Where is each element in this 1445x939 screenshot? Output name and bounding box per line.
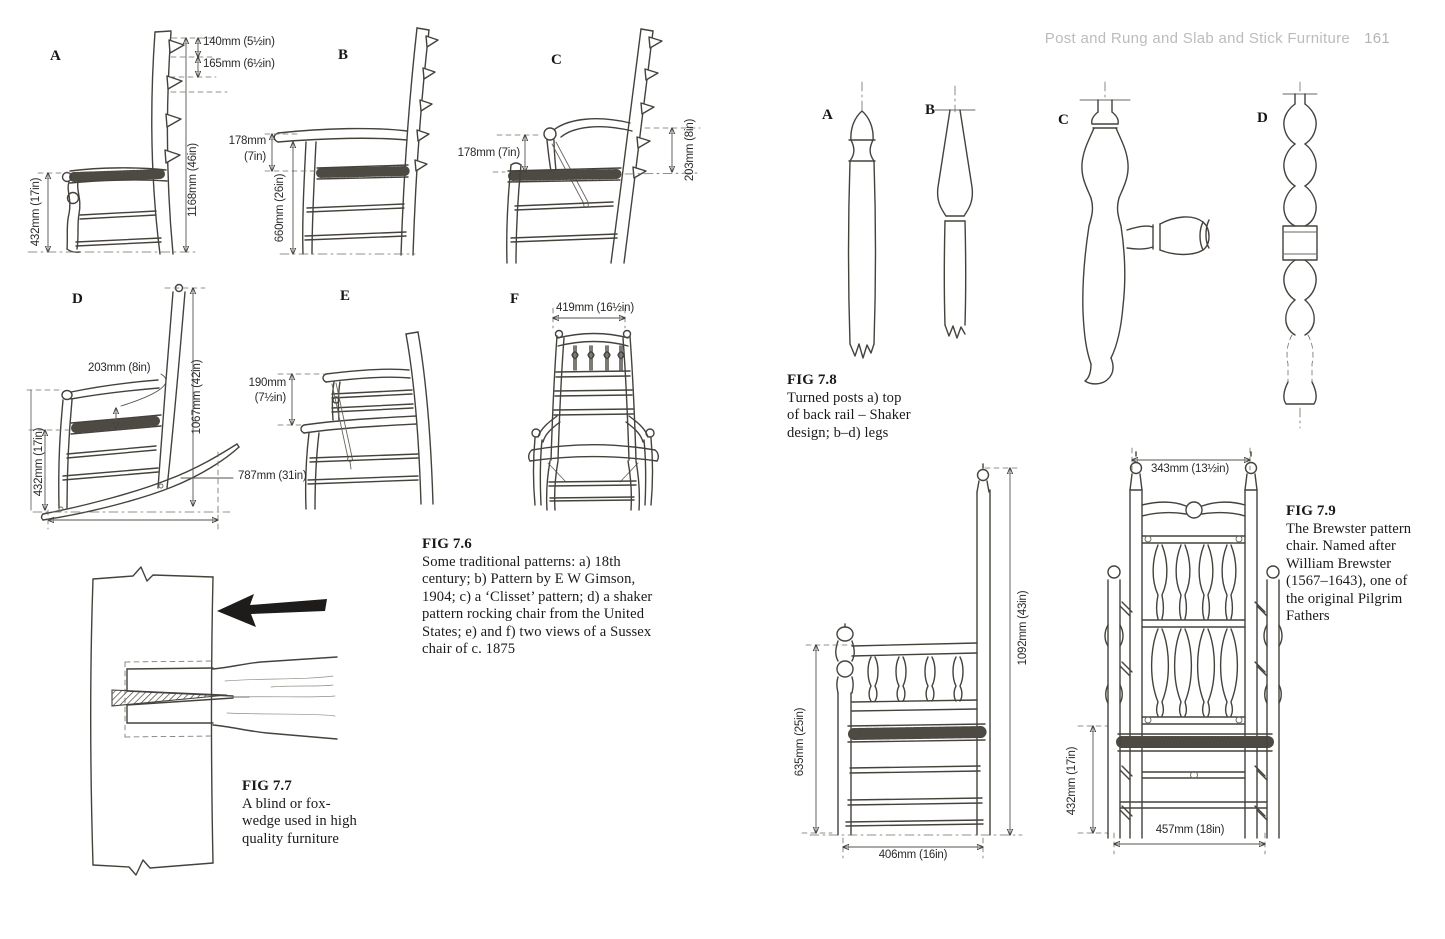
chair-a-outline — [63, 31, 185, 254]
arm-post-turnings — [1105, 602, 1282, 820]
fig76-label-c: C — [551, 52, 562, 68]
caption-line: quality furniture — [242, 830, 339, 847]
force-arrow — [217, 594, 327, 627]
fig76-caption-title: FIG 7.6 — [422, 536, 472, 552]
dim-a-height: 1168mm (46in) — [187, 143, 199, 217]
dim-brewster-depth: 406mm (16in) — [878, 849, 948, 861]
chair-e-drawing — [278, 328, 446, 516]
caption-line: Fathers — [1286, 608, 1330, 624]
post-a — [849, 82, 876, 358]
caption-line: Some traditional patterns: a) 18th — [422, 553, 621, 570]
dim-brewster-rail: 635mm (25in) — [794, 707, 806, 777]
caption-line: (1567–1643), one of — [1286, 573, 1408, 589]
caption-line: William Brewster — [1286, 555, 1392, 572]
fig76-label-b: B — [338, 47, 349, 63]
joint-board — [91, 567, 213, 875]
dim-c-arm: 178mm (7in) — [457, 147, 520, 159]
upper-spindles — [1153, 545, 1236, 619]
lower-spindles — [1152, 629, 1238, 716]
fig78-caption-title: FIG 7.8 — [787, 372, 837, 388]
fig77-caption-title: FIG 7.7 — [242, 778, 292, 794]
joint-tenon — [112, 668, 249, 723]
caption-line: Turned posts a) top — [787, 389, 902, 406]
fig79-caption-title: FIG 7.9 — [1286, 503, 1336, 519]
fig76-caption — [422, 536, 707, 659]
svg-defs — [0, 0, 2, 2]
caption-line: States; e) and f) two views of a Sussex — [422, 623, 652, 640]
caption-line: wedge used in high — [242, 813, 357, 829]
fig78-label-d: D — [1257, 110, 1268, 126]
fig78-label-a: A — [822, 107, 833, 123]
chair-e-outline — [301, 332, 433, 509]
dim-a-slat1: 140mm (5½in) — [203, 36, 275, 48]
fig76-label-e: E — [340, 288, 351, 304]
chair-d-outline — [42, 285, 240, 521]
post-c — [1080, 82, 1209, 384]
dim-c-back: 203mm (8in) — [684, 118, 696, 182]
caption-line: the original Pilgrim — [1286, 590, 1403, 607]
caption-line: pattern rocking chair from the United — [422, 606, 645, 622]
running-head — [1045, 30, 1390, 47]
dim-d-length: 787mm (31in) — [238, 470, 307, 482]
caption-line: 1904; c) a ‘Clisset’ pattern; d) a shaker — [422, 588, 653, 605]
fig79-caption — [1286, 503, 1445, 626]
dim-f-width: 419mm (16½in) — [556, 302, 634, 314]
dim-brewster-seat-height: 432mm (17in) — [1066, 746, 1078, 816]
page-number: 161 — [1364, 30, 1390, 47]
caption-line: of back rail – Shaker — [787, 407, 911, 423]
fig76-label-f: F — [510, 291, 520, 307]
fig78-caption — [787, 372, 987, 442]
brewster-front-drawing — [1100, 440, 1295, 872]
post-c-stretcher — [1127, 217, 1209, 255]
dim-brewster-width: 457mm (18in) — [1155, 824, 1225, 836]
brewster-front-dims — [1114, 448, 1265, 854]
fig78-label-b: B — [925, 102, 936, 118]
fig76-label-a: A — [50, 48, 61, 64]
chair-c-dims — [493, 128, 700, 174]
caption-line: A blind or fox- — [242, 795, 331, 812]
fig78-label-c: C — [1058, 112, 1069, 128]
caption-line: chair of c. 1875 — [422, 641, 516, 657]
dim-e-back1: 190mm — [248, 377, 286, 389]
dim-brewster-back-width: 343mm (13½in) — [1151, 463, 1229, 475]
brewster-front-outline — [1105, 452, 1282, 838]
dim-a-slat2: 165mm (6½in) — [203, 58, 275, 70]
dim-d-seat: 432mm (17in) — [33, 427, 45, 497]
chair-f-drawing — [512, 298, 667, 516]
chair-f-outline — [529, 331, 659, 511]
chair-b-drawing — [265, 22, 440, 267]
dim-b-height: 660mm (26in) — [274, 173, 286, 243]
dim-a-seat: 432mm (17in) — [30, 177, 42, 247]
dim-e-back2: (7½in) — [254, 392, 286, 404]
dim-b-arm2: (7in) — [243, 151, 266, 163]
brewster-side-drawing — [780, 450, 1110, 870]
brewster-side-outline — [836, 464, 990, 835]
caption-line: The Brewster pattern — [1286, 520, 1412, 537]
chair-c-outline — [507, 29, 662, 263]
caption-line: design; b–d) legs — [787, 424, 889, 441]
dim-b-arm1: 178mm — [228, 135, 266, 147]
fig76-label-d: D — [72, 291, 83, 307]
caption-line: century; b) Pattern by E W Gimson, — [422, 571, 636, 587]
dim-d-slat: 203mm (8in) — [88, 362, 151, 374]
brewster-side-spindles — [868, 657, 963, 701]
running-head-title: Post and Rung and Slab and Stick Furniture — [1044, 30, 1351, 47]
chair-b-outline — [274, 28, 438, 255]
fig77-caption — [242, 778, 442, 848]
post-d — [1283, 82, 1317, 428]
dim-brewster-height: 1092mm (43in) — [1017, 590, 1029, 666]
caption-line: chair. Named after — [1286, 538, 1396, 554]
post-b — [935, 86, 975, 338]
dim-d-height: 1067mm (42in) — [191, 359, 203, 435]
